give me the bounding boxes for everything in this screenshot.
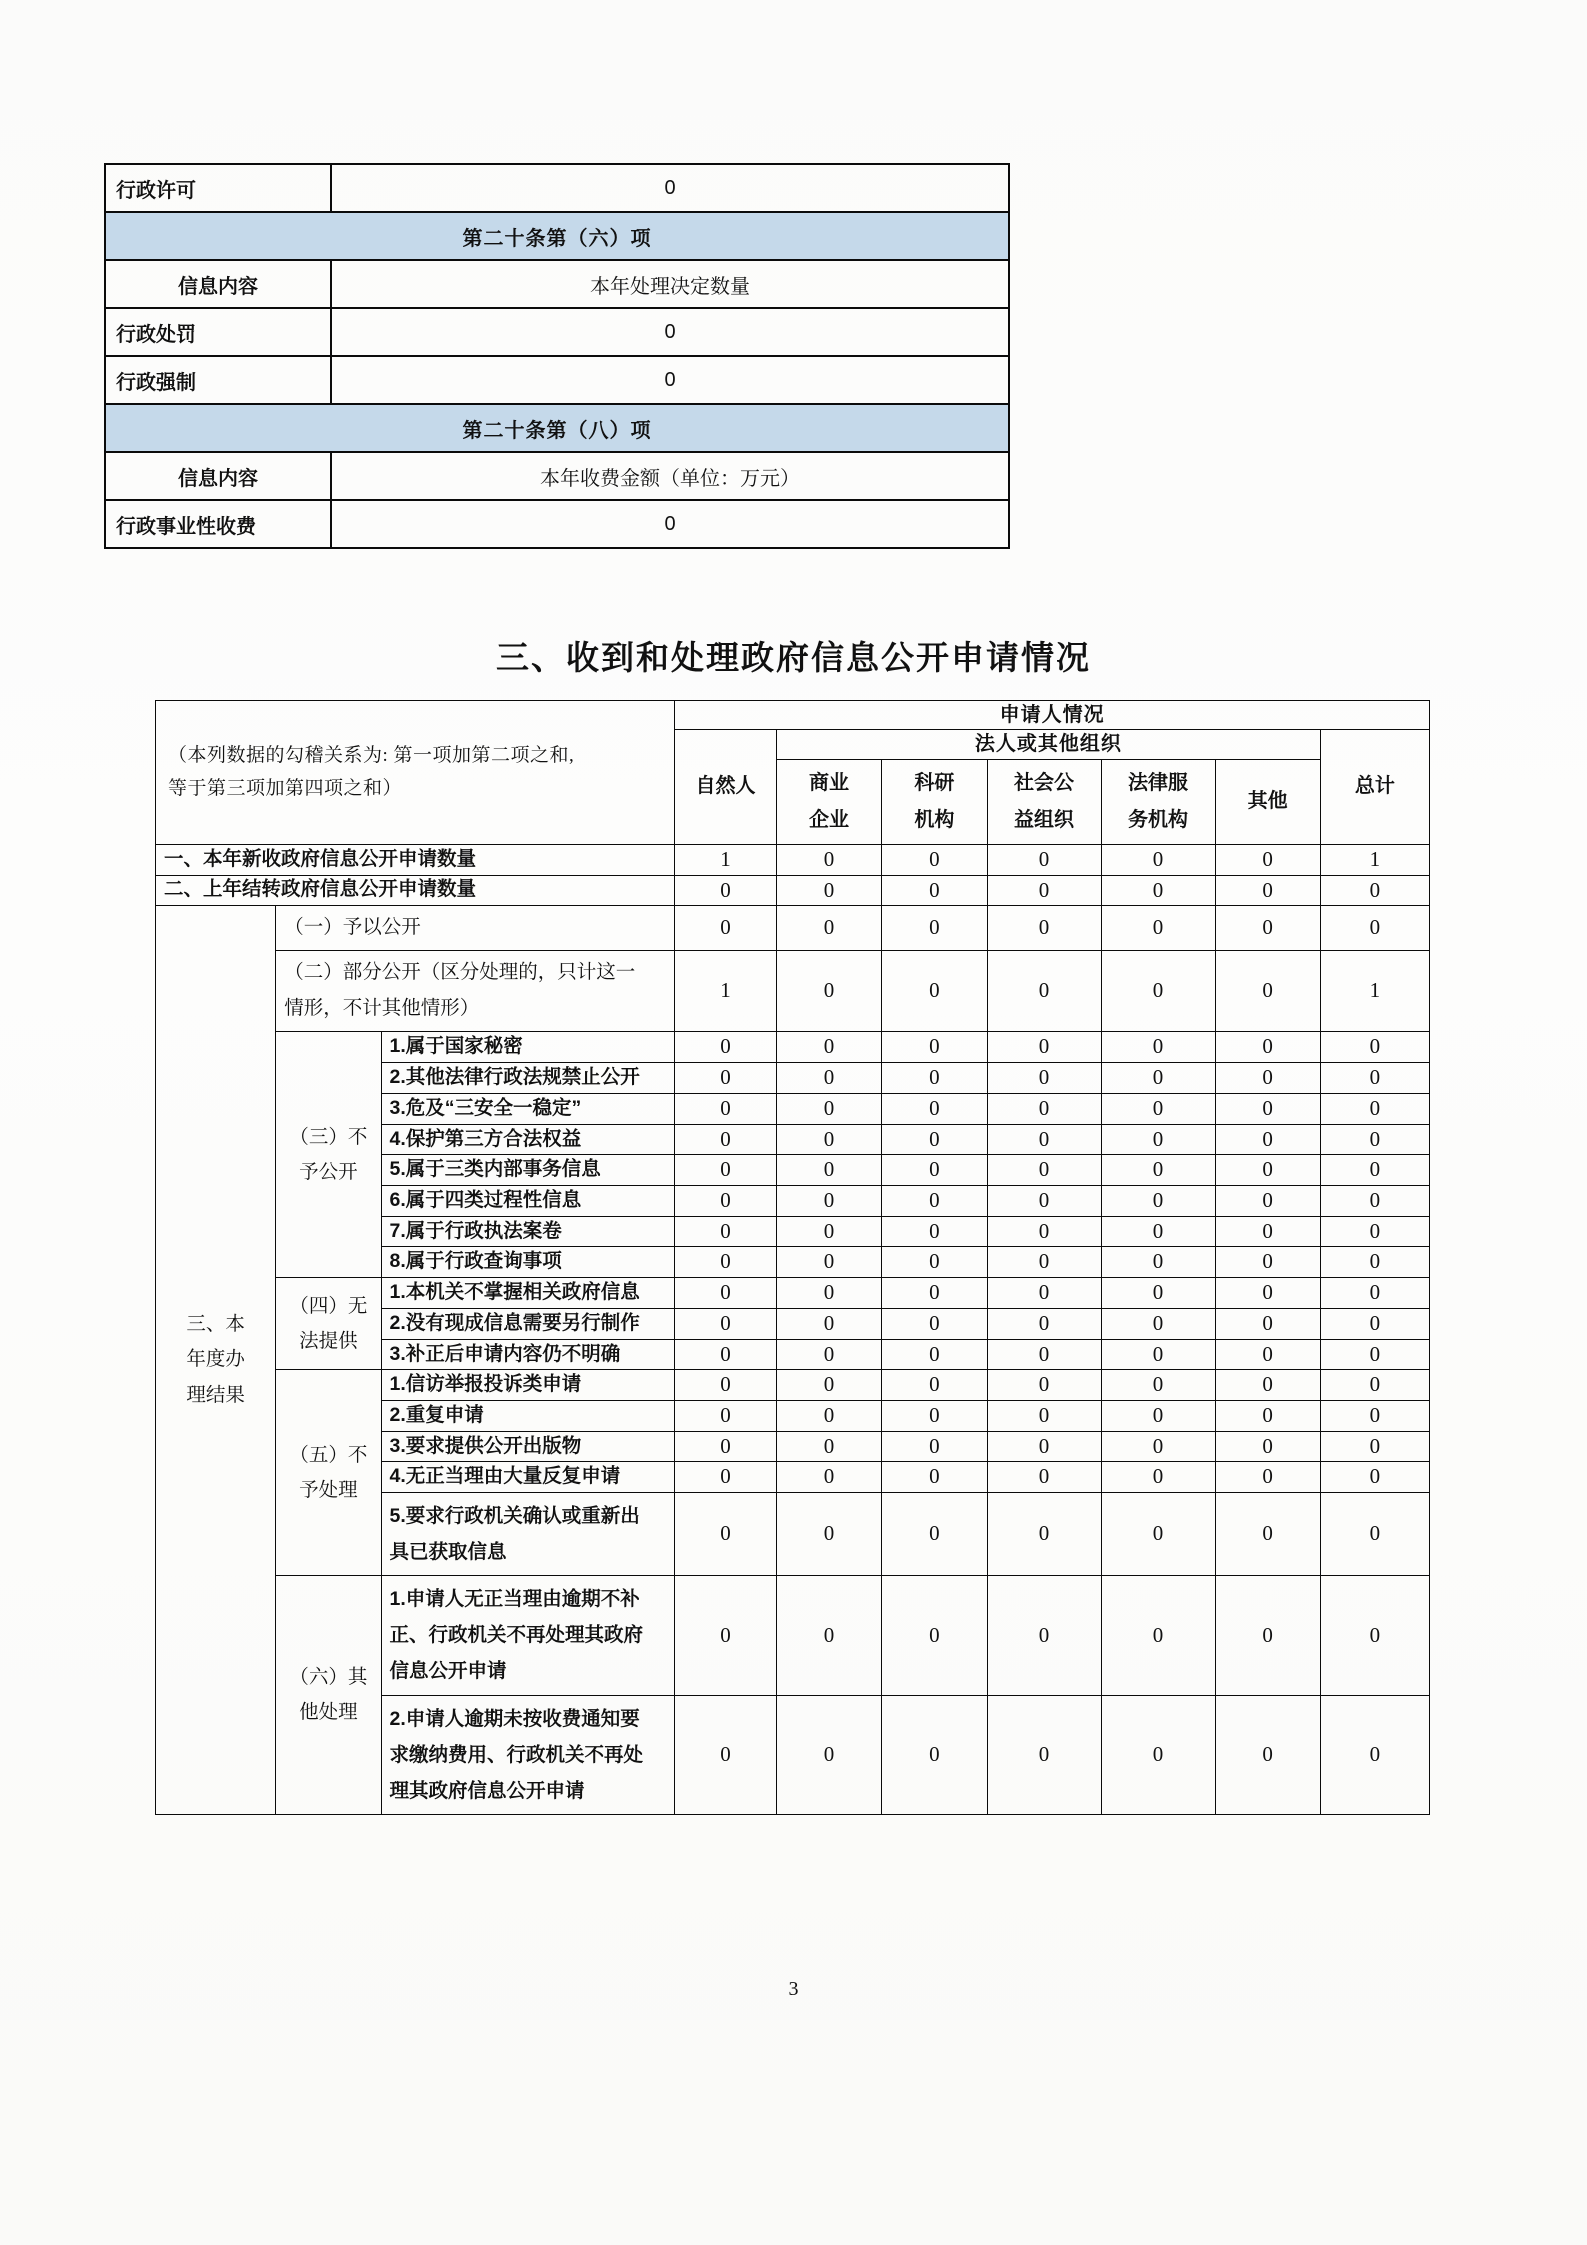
cell-value: 0 <box>1101 1370 1215 1401</box>
cell-value: 0 <box>1101 1063 1215 1094</box>
cell-value: 0 <box>675 1339 777 1370</box>
row-value: 0 <box>331 164 1009 212</box>
cell-value: 0 <box>776 951 881 1032</box>
section-label-line1: 三、本 <box>186 1314 245 1336</box>
cell-value: 0 <box>882 1155 987 1186</box>
row-label: 1.本机关不掌握相关政府信息 <box>381 1278 675 1309</box>
cell-value: 0 <box>776 1032 881 1063</box>
cell-value: 0 <box>1101 1278 1215 1309</box>
row-value: 0 <box>331 500 1009 548</box>
cell-value: 0 <box>1320 1155 1429 1186</box>
column-header-total: 总计 <box>1320 730 1429 844</box>
cell-value: 0 <box>675 1216 777 1247</box>
cell-value: 0 <box>776 1155 881 1186</box>
cell-value: 0 <box>776 1186 881 1217</box>
cell-value: 0 <box>776 1093 881 1124</box>
cell-value: 0 <box>1320 1431 1429 1462</box>
cell-value: 0 <box>1320 906 1429 951</box>
cell-value: 0 <box>1215 1155 1320 1186</box>
group-label-noprocess-line2: 予处理 <box>299 1479 358 1501</box>
checksum-note-line2: 等于第三项加第四项之和） <box>168 778 403 800</box>
cell-value: 0 <box>882 875 987 906</box>
section-label-line3: 理结果 <box>186 1384 245 1406</box>
group-label-nondisclose-line2: 予公开 <box>299 1161 358 1183</box>
cell-value: 0 <box>882 1063 987 1094</box>
cell-value: 0 <box>675 1093 777 1124</box>
row-label: 一、本年新收政府信息公开申请数量 <box>156 844 675 875</box>
cell-value: 0 <box>1215 1278 1320 1309</box>
table-row-disclose <box>156 906 1430 951</box>
cell-value: 0 <box>1101 1401 1215 1432</box>
column-header-info-content: 信息内容 <box>105 452 331 500</box>
cell-value: 0 <box>776 844 881 875</box>
row-label: 1.属于国家秘密 <box>381 1032 675 1063</box>
cell-value: 0 <box>675 1063 777 1094</box>
table-row <box>105 452 1009 500</box>
cell-value: 0 <box>776 1339 881 1370</box>
cell-value: 0 <box>675 1695 777 1814</box>
cell-value: 0 <box>675 1493 777 1576</box>
cell-value: 0 <box>776 1216 881 1247</box>
row-label-line3: 理其政府信息公开申请 <box>389 1779 585 1802</box>
article-twenty-table <box>104 163 1010 549</box>
group-label-nondisclose <box>276 1032 381 1278</box>
cell-value: 0 <box>882 1216 987 1247</box>
column-header-business-line2: 企业 <box>809 808 849 831</box>
cell-value: 0 <box>987 844 1101 875</box>
cell-value: 0 <box>776 1308 881 1339</box>
cell-value: 0 <box>776 1401 881 1432</box>
cell-value: 0 <box>1215 906 1320 951</box>
cell-value: 0 <box>1101 1462 1215 1493</box>
cell-value: 0 <box>987 1431 1101 1462</box>
cell-value: 0 <box>882 1462 987 1493</box>
cell-value: 0 <box>1215 1339 1320 1370</box>
column-header-research-line1: 科研 <box>914 771 955 794</box>
group-label-no-process <box>276 1370 381 1576</box>
cell-value: 0 <box>882 951 987 1032</box>
cell-value: 0 <box>1101 875 1215 906</box>
section-label-line2: 年度办 <box>186 1349 245 1371</box>
cell-value: 0 <box>1101 951 1215 1032</box>
checksum-note-line1: （本列数据的勾稽关系为: 第一项加第二项之和, <box>168 745 575 767</box>
cell-value: 0 <box>882 1186 987 1217</box>
cell-value: 0 <box>776 1063 881 1094</box>
row-label <box>381 1695 675 1814</box>
column-header-natural-person: 自然人 <box>675 730 777 844</box>
cell-value: 0 <box>882 1308 987 1339</box>
cell-value: 0 <box>1215 951 1320 1032</box>
cell-value: 0 <box>1320 1093 1429 1124</box>
row-label: 6.属于四类过程性信息 <box>381 1186 675 1217</box>
cell-value: 0 <box>1101 844 1215 875</box>
cell-value: 0 <box>987 1576 1101 1695</box>
table-row-nondisclose-1 <box>156 1032 1430 1063</box>
table-row-otherprocess-1 <box>156 1576 1430 1695</box>
cell-value: 0 <box>1215 1093 1320 1124</box>
cell-value: 0 <box>882 844 987 875</box>
column-header-legalsvc-line1: 法律服 <box>1128 771 1188 794</box>
cell-value: 0 <box>675 1155 777 1186</box>
application-handling-table <box>155 700 1430 1815</box>
cell-value: 0 <box>776 1493 881 1576</box>
cell-value: 0 <box>776 1695 881 1814</box>
column-header-business-line1: 商业 <box>809 771 849 794</box>
group-label-unable-line2: 法提供 <box>299 1330 358 1352</box>
group-label-unable-provide <box>276 1278 381 1370</box>
cell-value: 0 <box>675 1124 777 1155</box>
row-label-sub2 <box>276 951 675 1032</box>
cell-value: 0 <box>987 1278 1101 1309</box>
row-label-line3: 信息公开申请 <box>389 1660 507 1683</box>
row-label: 行政强制 <box>105 356 331 404</box>
cell-value: 0 <box>675 1186 777 1217</box>
cell-value: 0 <box>675 1308 777 1339</box>
row-value: 0 <box>331 356 1009 404</box>
cell-value: 0 <box>1215 875 1320 906</box>
row-label-sub1: （一）予以公开 <box>276 906 675 951</box>
group-label-otherprocess-line2: 他处理 <box>299 1702 358 1723</box>
cell-value: 0 <box>882 1278 987 1309</box>
page-number: 3 <box>788 1978 799 2000</box>
column-header-legal-service <box>1101 759 1215 844</box>
cell-value: 0 <box>776 1431 881 1462</box>
cell-value: 1 <box>1320 951 1429 1032</box>
cell-value: 0 <box>1215 1032 1320 1063</box>
cell-value: 0 <box>675 1401 777 1432</box>
section-title: 三、收到和处理政府信息公开申请情况 <box>496 639 1091 676</box>
column-header-info-content: 信息内容 <box>105 260 331 308</box>
cell-value: 0 <box>1320 1695 1429 1814</box>
cell-value: 0 <box>882 1431 987 1462</box>
row-label: 7.属于行政执法案卷 <box>381 1216 675 1247</box>
table-row <box>105 212 1009 260</box>
cell-value: 0 <box>1215 1370 1320 1401</box>
cell-value: 0 <box>987 1186 1101 1217</box>
cell-value: 0 <box>1215 1186 1320 1217</box>
cell-value: 0 <box>987 1093 1101 1124</box>
cell-value: 0 <box>776 1576 881 1695</box>
group-label-noprocess-line1: （五）不 <box>289 1444 368 1466</box>
cell-value: 0 <box>776 1278 881 1309</box>
cell-value: 0 <box>882 1124 987 1155</box>
cell-value: 0 <box>1320 1032 1429 1063</box>
cell-value: 0 <box>987 1032 1101 1063</box>
cell-value: 1 <box>675 844 777 875</box>
table-row-noprocess-1 <box>156 1370 1430 1401</box>
header-row-1 <box>156 701 1430 730</box>
table-row <box>105 356 1009 404</box>
cell-value: 0 <box>882 1339 987 1370</box>
cell-value: 0 <box>675 906 777 951</box>
cell-value: 0 <box>1215 1308 1320 1339</box>
column-header-social-line2: 益组织 <box>1014 808 1074 831</box>
cell-value: 0 <box>1101 1032 1215 1063</box>
cell-value: 0 <box>776 1462 881 1493</box>
cell-value: 1 <box>1320 844 1429 875</box>
row-label-line2: 具已获取信息 <box>389 1541 507 1564</box>
cell-value: 0 <box>987 1155 1101 1186</box>
cell-value: 0 <box>882 1093 987 1124</box>
cell-value: 0 <box>1101 906 1215 951</box>
row-label: 二、上年结转政府信息公开申请数量 <box>156 875 675 906</box>
band-article-six: 第二十条第（六）项 <box>105 212 1009 260</box>
cell-value: 0 <box>1215 1576 1320 1695</box>
cell-value: 0 <box>987 875 1101 906</box>
row-label: 2.重复申请 <box>381 1401 675 1432</box>
checksum-note <box>156 701 675 845</box>
cell-value: 0 <box>987 1216 1101 1247</box>
cell-value: 0 <box>1320 1278 1429 1309</box>
section-label-annual-result <box>156 906 276 1814</box>
cell-value: 0 <box>1215 1462 1320 1493</box>
column-header-social-welfare <box>987 759 1101 844</box>
column-header-research-line2: 机构 <box>914 808 955 831</box>
group-label-unable-line1: （四）无 <box>289 1295 368 1317</box>
row-label: 3.补正后申请内容仍不明确 <box>381 1339 675 1370</box>
cell-value: 0 <box>1215 1431 1320 1462</box>
cell-value: 0 <box>1215 1216 1320 1247</box>
row-label: 行政许可 <box>105 164 331 212</box>
cell-value: 0 <box>1320 1308 1429 1339</box>
row-label: 行政处罚 <box>105 308 331 356</box>
cell-value: 0 <box>987 951 1101 1032</box>
cell-value: 0 <box>987 1247 1101 1278</box>
cell-value: 0 <box>1320 1401 1429 1432</box>
cell-value: 0 <box>882 1247 987 1278</box>
cell-value: 0 <box>882 906 987 951</box>
cell-value: 0 <box>1215 1695 1320 1814</box>
row-label-line1: 1.申请人无正当理由逾期不补 <box>389 1588 640 1611</box>
row-label: 3.危及“三安全一稳定” <box>381 1093 675 1124</box>
table-row <box>105 404 1009 452</box>
row-label <box>381 1493 675 1576</box>
table-row-new-applications <box>156 844 1430 875</box>
table-row <box>105 500 1009 548</box>
cell-value: 0 <box>882 1695 987 1814</box>
cell-value: 0 <box>987 1370 1101 1401</box>
cell-value: 0 <box>1320 1124 1429 1155</box>
column-header-social-line1: 社会公 <box>1014 771 1074 794</box>
cell-value: 0 <box>1215 1063 1320 1094</box>
cell-value: 0 <box>1320 1216 1429 1247</box>
group-header-legal-entity: 法人或其他组织 <box>776 730 1320 759</box>
cell-value: 0 <box>675 1462 777 1493</box>
row-label: 3.要求提供公开出版物 <box>381 1431 675 1462</box>
group-label-other-process <box>276 1576 381 1814</box>
cell-value: 0 <box>987 1493 1101 1576</box>
table-row <box>105 164 1009 212</box>
column-header-business <box>776 759 881 844</box>
cell-value: 0 <box>1101 1308 1215 1339</box>
cell-value: 0 <box>1101 1124 1215 1155</box>
band-article-eight: 第二十条第（八）项 <box>105 404 1009 452</box>
cell-value: 0 <box>1320 1576 1429 1695</box>
cell-value: 0 <box>1320 1493 1429 1576</box>
cell-value: 0 <box>987 1462 1101 1493</box>
cell-value: 0 <box>675 1370 777 1401</box>
row-label: 4.保护第三方合法权益 <box>381 1124 675 1155</box>
group-label-nondisclose-line1: （三）不 <box>289 1126 368 1148</box>
cell-value: 0 <box>1320 1462 1429 1493</box>
cell-value: 0 <box>987 906 1101 951</box>
cell-value: 0 <box>675 1032 777 1063</box>
cell-value: 0 <box>776 1370 881 1401</box>
column-header-research <box>882 759 987 844</box>
cell-value: 0 <box>987 1401 1101 1432</box>
cell-value: 0 <box>675 1576 777 1695</box>
cell-value: 0 <box>1320 1339 1429 1370</box>
cell-value: 0 <box>1101 1695 1215 1814</box>
cell-value: 0 <box>1101 1493 1215 1576</box>
table-row-partial-disclose <box>156 951 1430 1032</box>
cell-value: 0 <box>1101 1093 1215 1124</box>
row-value: 0 <box>331 308 1009 356</box>
cell-value: 0 <box>987 1308 1101 1339</box>
row-label-line1: 2.申请人逾期未按收费通知要 <box>389 1707 640 1730</box>
cell-value: 0 <box>882 1493 987 1576</box>
column-header-legalsvc-line2: 务机构 <box>1128 808 1188 831</box>
row-label: 5.属于三类内部事务信息 <box>381 1155 675 1186</box>
cell-value: 0 <box>882 1576 987 1695</box>
cell-value: 0 <box>882 1370 987 1401</box>
cell-value: 0 <box>1320 1186 1429 1217</box>
row-label: 行政事业性收费 <box>105 500 331 548</box>
row-label-line2: 正、行政机关不再处理其政府 <box>389 1624 644 1647</box>
cell-value: 0 <box>882 1032 987 1063</box>
cell-value: 0 <box>776 906 881 951</box>
cell-value: 0 <box>675 1431 777 1462</box>
cell-value: 0 <box>1320 1247 1429 1278</box>
cell-value: 0 <box>1101 1186 1215 1217</box>
cell-value: 0 <box>1101 1576 1215 1695</box>
column-header-decision-count: 本年处理决定数量 <box>331 260 1009 308</box>
cell-value: 0 <box>987 1063 1101 1094</box>
row-label-line1: 5.要求行政机关确认或重新出 <box>389 1505 640 1528</box>
cell-value: 0 <box>1215 1401 1320 1432</box>
table-row-unable-1 <box>156 1278 1430 1309</box>
cell-value: 0 <box>776 1124 881 1155</box>
cell-value: 0 <box>776 875 881 906</box>
table-row <box>105 308 1009 356</box>
row-label-line2: 求缴纳费用、行政机关不再处 <box>389 1743 644 1766</box>
table-row-carried-over <box>156 875 1430 906</box>
cell-value: 0 <box>1320 875 1429 906</box>
table-row <box>105 260 1009 308</box>
cell-value: 0 <box>1101 1339 1215 1370</box>
row-label-sub2-line2: 情形，不计其他情形） <box>284 998 480 1020</box>
row-label: 2.没有现成信息需要另行制作 <box>381 1308 675 1339</box>
row-label <box>381 1576 675 1695</box>
cell-value: 0 <box>1101 1431 1215 1462</box>
cell-value: 0 <box>1215 1124 1320 1155</box>
row-label: 2.其他法律行政法规禁止公开 <box>381 1063 675 1094</box>
row-label: 8.属于行政查询事项 <box>381 1247 675 1278</box>
cell-value: 0 <box>1320 1370 1429 1401</box>
cell-value: 0 <box>675 875 777 906</box>
cell-value: 0 <box>1215 1247 1320 1278</box>
cell-value: 0 <box>987 1124 1101 1155</box>
cell-value: 0 <box>1101 1155 1215 1186</box>
row-label: 4.无正当理由大量反复申请 <box>381 1462 675 1493</box>
group-label-otherprocess-line1: （六）其 <box>289 1666 368 1688</box>
cell-value: 0 <box>675 1247 777 1278</box>
row-label: 1.信访举报投诉类申请 <box>381 1370 675 1401</box>
cell-value: 0 <box>776 1247 881 1278</box>
cell-value: 0 <box>1101 1247 1215 1278</box>
row-label-sub2-line1: （二）部分公开（区分处理的，只计这一 <box>284 962 636 984</box>
cell-value: 0 <box>987 1339 1101 1370</box>
column-header-fee-amount: 本年收费金额（单位：万元） <box>331 452 1009 500</box>
cell-value: 0 <box>1215 844 1320 875</box>
cell-value: 0 <box>882 1401 987 1432</box>
column-header-other: 其他 <box>1215 759 1320 844</box>
group-header-applicant: 申请人情况 <box>675 701 1430 730</box>
cell-value: 0 <box>1215 1493 1320 1576</box>
cell-value: 0 <box>675 1278 777 1309</box>
cell-value: 0 <box>1101 1216 1215 1247</box>
cell-value: 0 <box>987 1695 1101 1814</box>
cell-value: 1 <box>675 951 777 1032</box>
cell-value: 0 <box>1320 1063 1429 1094</box>
